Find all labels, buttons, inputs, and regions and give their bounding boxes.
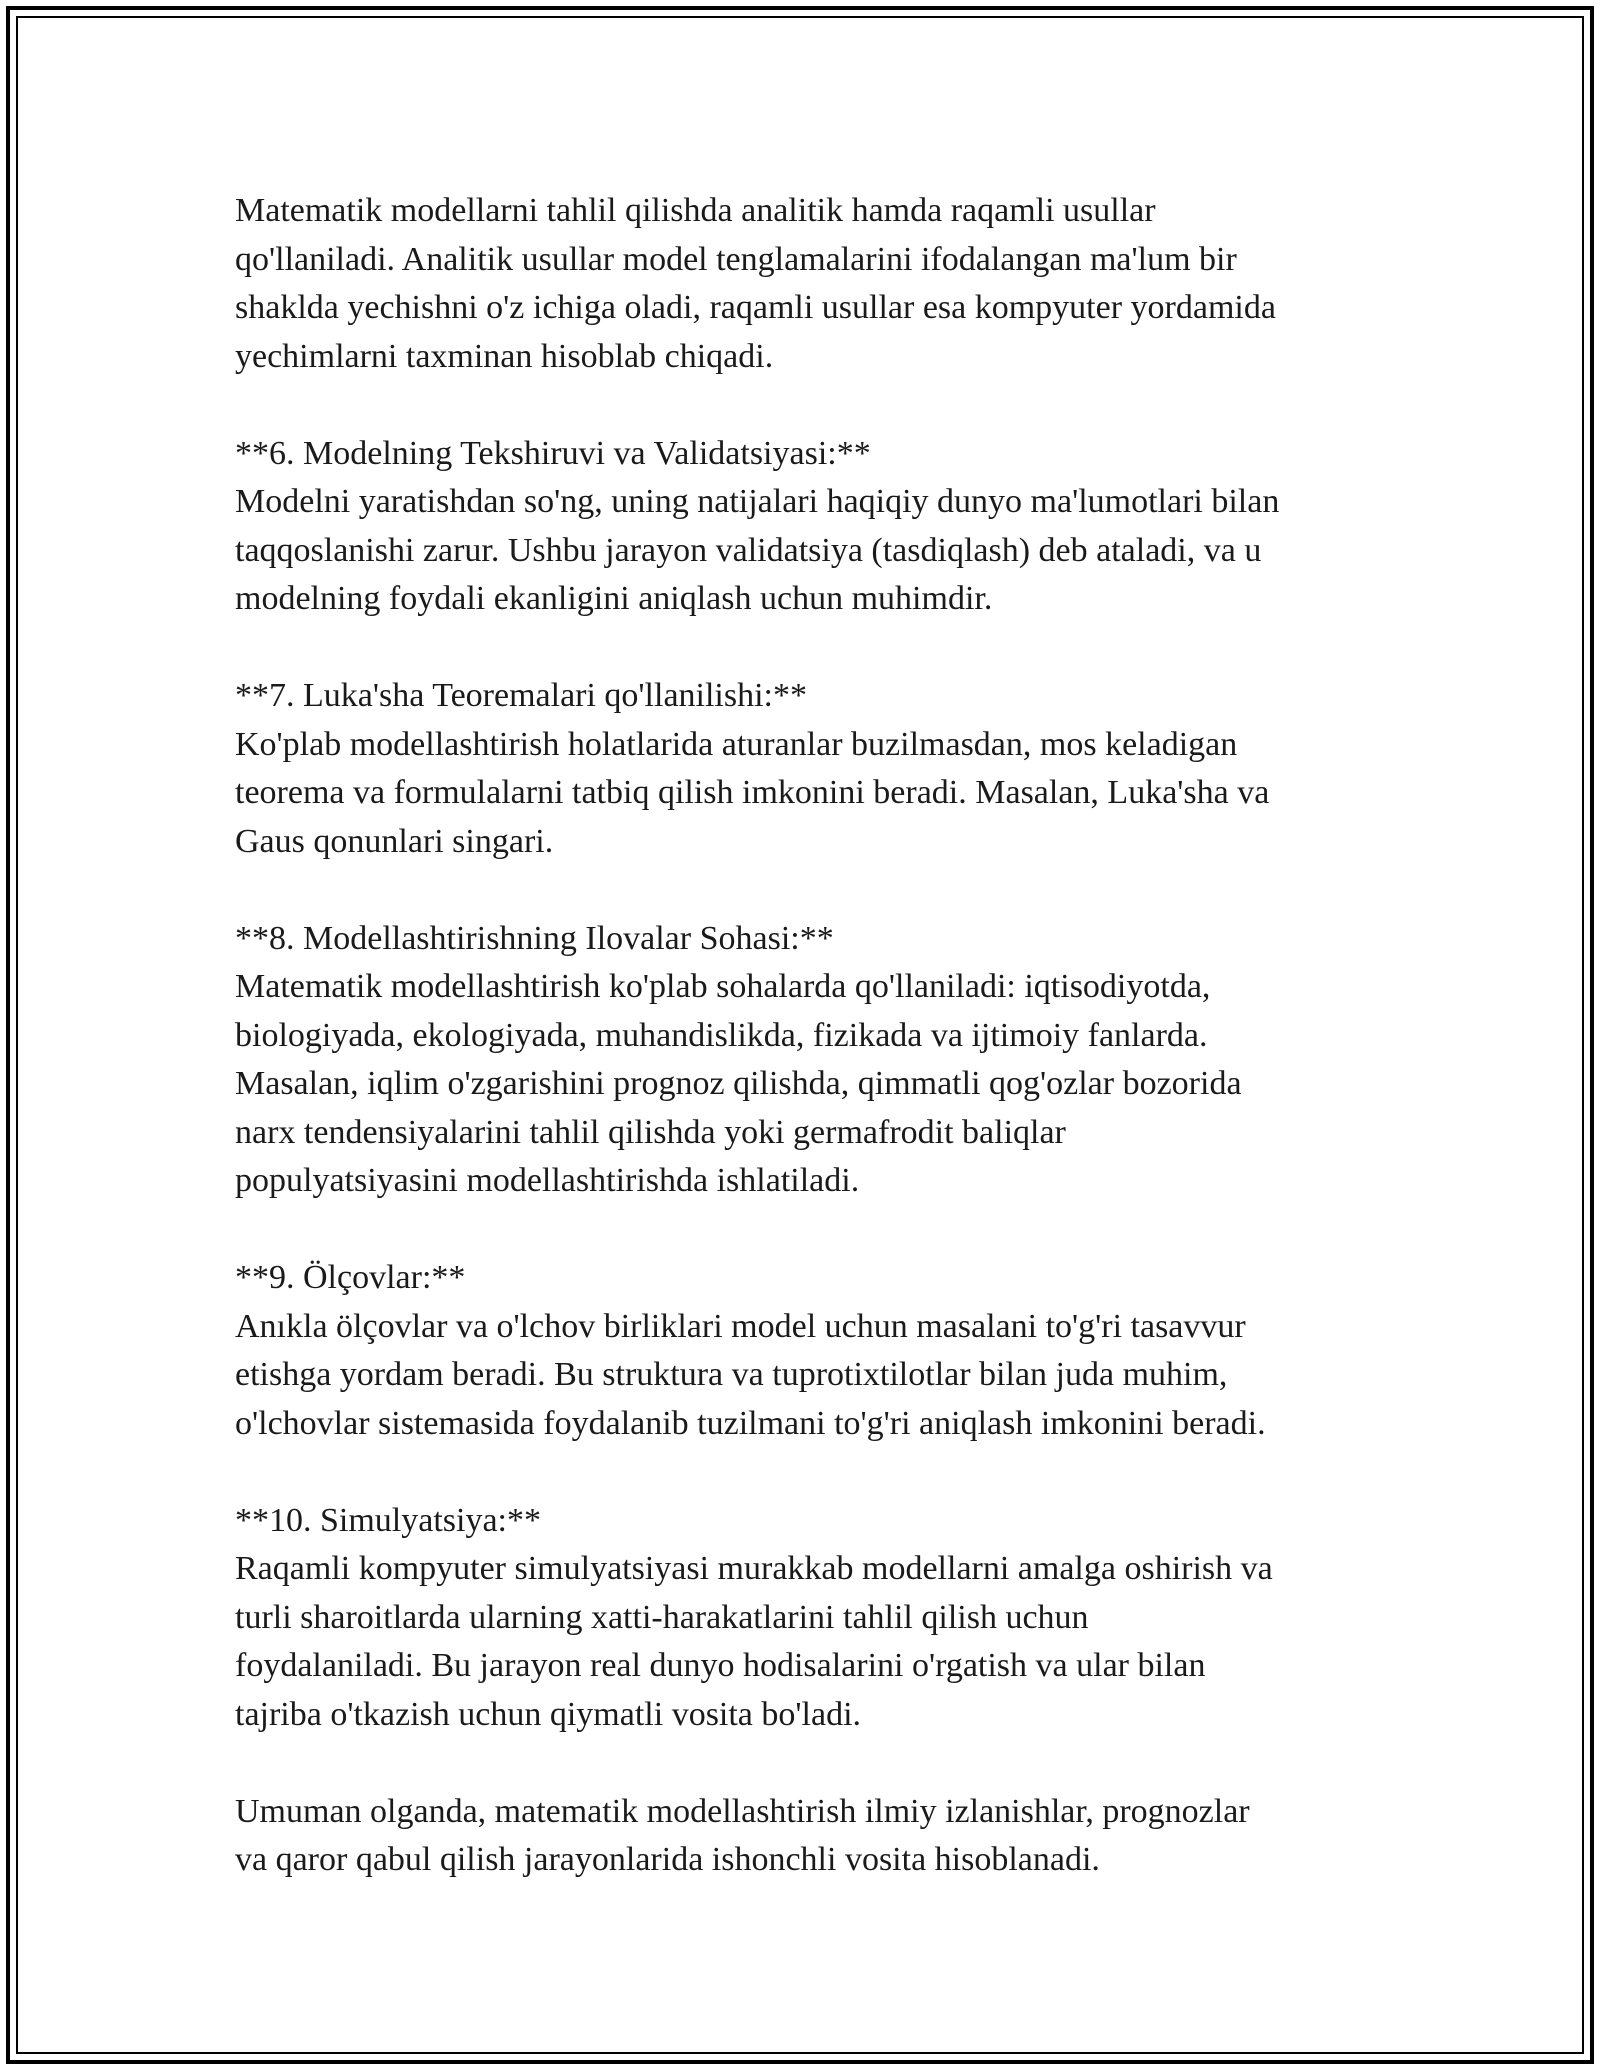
- body-line: yechimlarni taxminan hisoblab chiqadi.: [235, 337, 774, 375]
- body-line: Matematik modellarni tahlil qilishda analitik hamda raqamli usullar: [235, 192, 1156, 229]
- section-7-theorems: [235, 672, 1370, 866]
- section-heading: **6. Modelning Tekshiruvi va Validatsiyasi:**: [235, 434, 871, 472]
- body-line: tajriba o'tkazish uchun qiymatli vosita bo'ladi.: [235, 1695, 862, 1733]
- body-line: shaklda yechishni o'z ichiga oladi, raqamli usullar esa kompyuter yordamida: [235, 289, 1276, 326]
- body-line: o'lchovlar sistemasida foydalanib tuzilmani to'g'ri aniqlash imkonini beradi.: [235, 1404, 1266, 1442]
- body-line: qo'llaniladi. Analitik usullar model tenglamalarini ifodalangan ma'lum bir: [235, 240, 1237, 278]
- section-conclusion: [235, 1788, 1370, 1885]
- section-9-measurements: [235, 1254, 1370, 1448]
- body-line: Anıkla ölçovlar va o'lchov birliklari model uchun masalani to'g'ri tasavvur: [235, 1307, 1246, 1345]
- body-line: Umuman olganda, matematik modellashtirish ilmiy izlanishlar, prognozlar: [235, 1792, 1250, 1830]
- body-line: foydalaniladi. Bu jarayon real dunyo hodisalarini o'rgatish va ular bilan: [235, 1647, 1206, 1684]
- section-heading: **10. Simulyatsiya:**: [235, 1501, 541, 1539]
- document-body: [235, 187, 1370, 1933]
- section-heading: **7. Luka'sha Teoremalari qo'llanilishi:**: [235, 677, 808, 714]
- body-line: Modelni yaratishdan so'ng, uning natijalari haqiqiy dunyo ma'lumotlari bilan: [235, 483, 1280, 520]
- section-10-simulation: [235, 1497, 1370, 1740]
- section-heading: **8. Modellashtirishning Ilovalar Sohasi:**: [235, 919, 834, 957]
- body-line: turli sharoitlarda ularning xatti-harakatlarini tahlil qilish uchun: [235, 1598, 1089, 1636]
- section-6-validation: [235, 430, 1370, 624]
- body-line: narx tendensiyalarini tahlil qilishda yoki germafrodit baliqlar: [235, 1113, 1066, 1151]
- section-8-applications: [235, 915, 1370, 1206]
- body-line: va qaror qabul qilish jarayonlarida ishonchli vosita hisoblanadi.: [235, 1841, 1100, 1878]
- section-heading: **9. Ölçovlar:**: [235, 1259, 466, 1296]
- body-line: populyatsiyasini modellashtirishda ishlatiladi.: [235, 1162, 860, 1199]
- body-line: taqqoslanishi zarur. Ushbu jarayon validatsiya (tasdiqlash) deb ataladi, va u: [235, 531, 1262, 569]
- body-line: Gaus qonunlari singari.: [235, 822, 554, 860]
- body-line: Raqamli kompyuter simulyatsiyasi murakkab modellarni amalga oshirish va: [235, 1550, 1273, 1587]
- section-intro: [235, 187, 1370, 381]
- body-line: etishga yordam beradi. Bu struktura va tuprotixtilotlar bilan juda muhim,: [235, 1356, 1228, 1393]
- body-line: Masalan, iqlim o'zgarishini prognoz qilishda, qimmatli qog'ozlar bozorida: [235, 1065, 1242, 1102]
- body-line: Ko'plab modellashtirish holatlarida aturanlar buzilmasdan, mos keladigan: [235, 725, 1238, 763]
- body-line: teorema va formulalarni tatbiq qilish imkonini beradi. Masalan, Luka'sha va: [235, 774, 1270, 811]
- body-line: Matematik modellashtirish ko'plab sohalarda qo'llaniladi: iqtisodiyotda,: [235, 968, 1211, 1005]
- body-line: modelning foydali ekanligini aniqlash uchun muhimdir.: [235, 580, 993, 617]
- body-line: biologiyada, ekologiyada, muhandislikda, fizikada va ijtimoiy fanlarda.: [235, 1016, 1208, 1054]
